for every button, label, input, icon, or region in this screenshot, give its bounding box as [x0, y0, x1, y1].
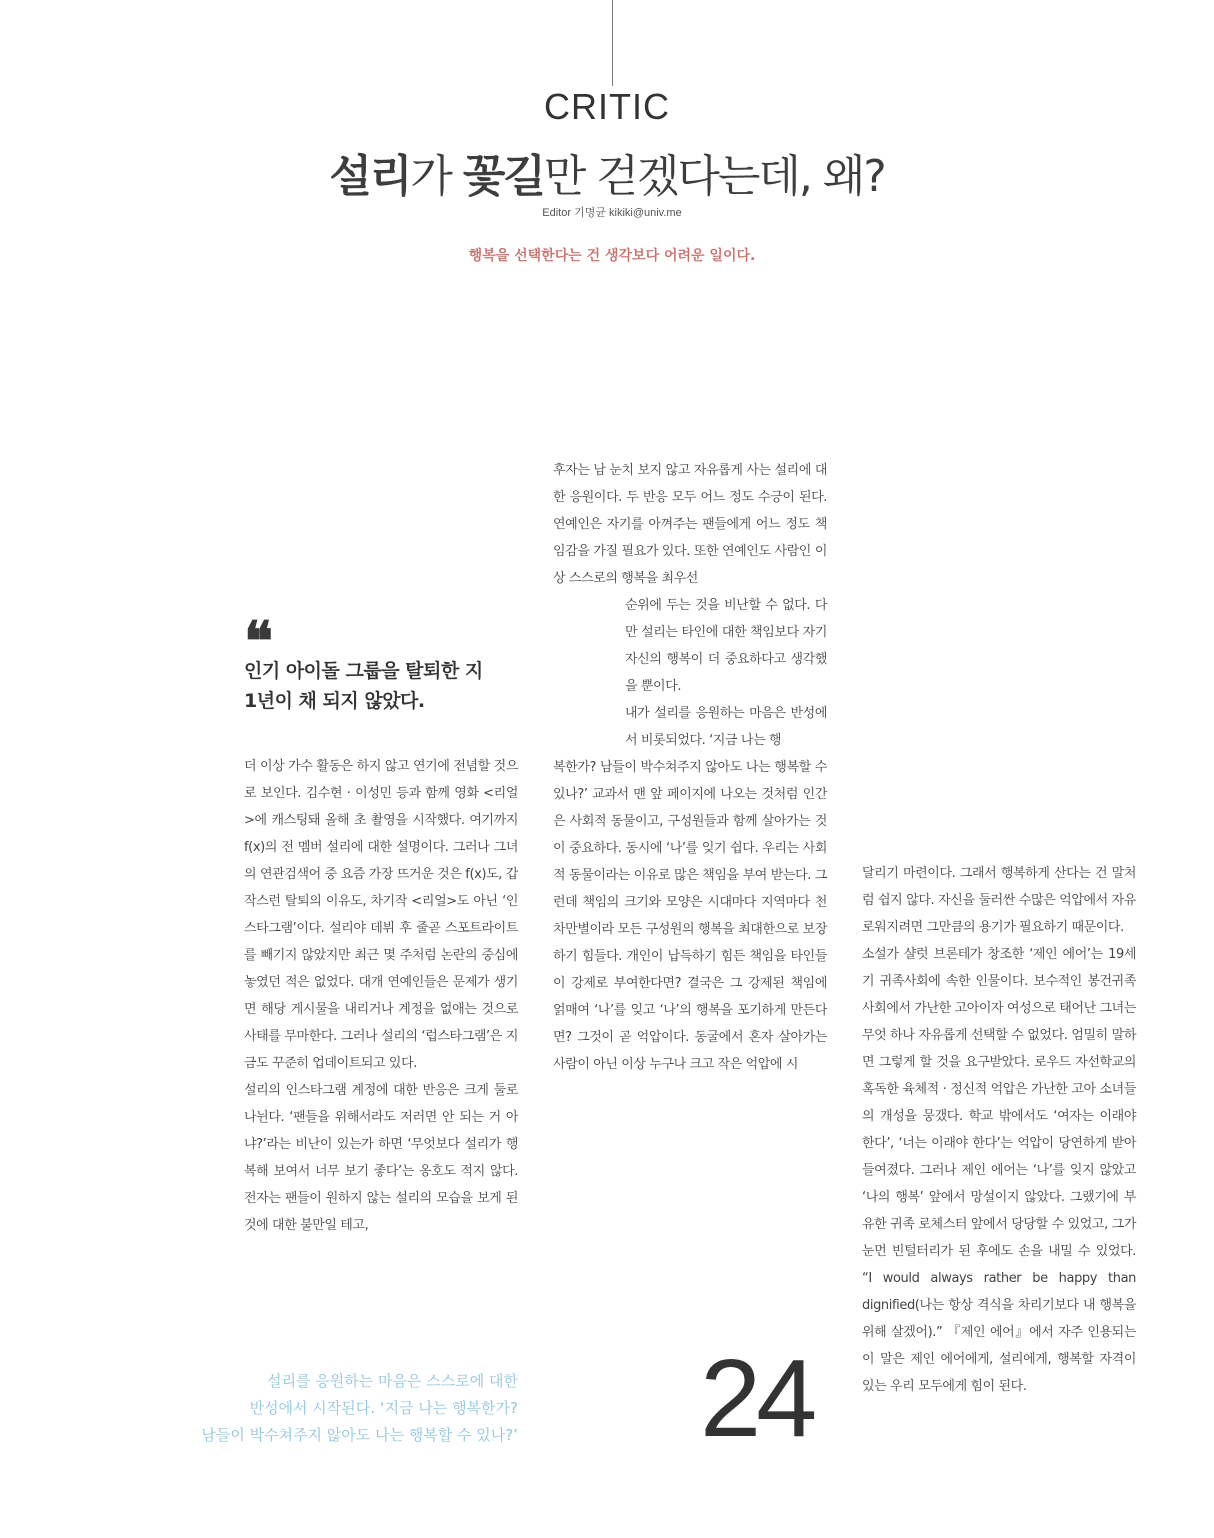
body-column-3	[862, 860, 1136, 1400]
pull-quote-line: 인기 아이돌 그룹을 탈퇴한 지	[244, 660, 483, 682]
pull-quote-line: 1년이 채 되지 않았다.	[244, 690, 425, 712]
title-rest: 만 걷겠다는데, 왜?	[543, 151, 885, 202]
body-column-2	[553, 457, 827, 1078]
section-label: CRITIC	[544, 86, 670, 127]
body-column-1	[244, 753, 518, 1239]
paragraph: 더 이상 가수 활동은 하지 않고 연기에 전념할 것으로 보인다. 김수현 · 이성민 등과 함께 영화 <리얼>에 캐스팅돼 올해 초 촬영을 시작했다. 여기까지 f(x)의 전 멤버 설리에 대한 설명이다. 그러나 그녀의 연관검색어 중 요즘 가장 뜨거운 것은 f(x)도, 갑작스런 탈퇴의 이유도, 차기작 <리얼>도 아닌 ‘인스타그램’이다. 설리야 데뷔 후 줄곧 스포트라이트를 빼기지 않았지만 최근 몇 주처럼 논란의 중심에 놓였던 적은 없었다. 대개 연예인들은 문제가 생기면 해당 게시물을 내리거나 계정을 없애는 것으로 사태를 무마한다. 그러나 설리의 ‘럽스타그램’은 지금도 꾸준히 업데이트되고 있다.	[244, 759, 518, 1071]
paragraph: 달리기 마련이다. 그래서 행복하게 산다는 건 말처럼 쉽지 않다. 자신을 둘러싼 수많은 억압에서 자유로워지려면 그만큼의 용기가 필요하기 때문이다.	[862, 866, 1136, 935]
highlight-quote-line: 남들이 박수쳐주지 않아도 나는 행복할 수 있나?’	[201, 1426, 518, 1444]
title-name: 설리	[329, 151, 411, 202]
pull-quote	[244, 656, 534, 716]
highlight-quote-line: 설리를 응원하는 마음은 스스로에 대한	[267, 1372, 518, 1390]
quote-mark-icon: ❝	[244, 609, 274, 673]
top-vertical-rule	[612, 0, 613, 86]
paragraph: 내가 설리를 응원하는 마음은 반성에서 비롯되었다. ‘지금 나는 행	[625, 706, 827, 748]
title-particle: 가	[410, 151, 463, 202]
paragraph: 설리의 인스타그램 계정에 대한 반응은 크게 둘로 나뉜다. ‘팬들을 위해서라도 저러면 안 되는 거 아냐?’라는 비난이 있는가 하면 ‘무엇보다 설리가 행복해 보여서 너무 보기 좋다’는 옹호도 적지 않다. 전자는 팬들이 원하지 않는 설리의 모습을 보게 된 것에 대한 불만일 테고,	[244, 1083, 518, 1233]
highlight-quote-line: 반성에서 시작된다. ‘지금 나는 행복한가?	[249, 1399, 518, 1417]
highlight-quote	[150, 1368, 518, 1449]
paragraph: 복한가? 남들이 박수쳐주지 않아도 나는 행복할 수 있나?’ 교과서 맨 앞 페이지에 나오는 것처럼 인간은 사회적 동물이고, 구성원들과 함께 살아가는 것이 중요하다. 동시에 ‘나’를 잊기 쉽다. 우리는 사회적 동물이라는 이유로 많은 책임을 부여 받는다. 그런데 책임의 크기와 모양은 시대마다 지역마다 천차만별이라 모든 구성원의 행복을 최대한으로 보장하기 힘들다. 개인이 납득하기 힘든 책임을 타인들이 강제로 부여한다면? 결국은 그 강제된 책임에 얽매여 ‘나’를 잊고 ‘나’의 행복을 포기하게 만든다면? 그것이 곧 억압이다. 동굴에서 혼자 살아가는 사람이 아닌 이상 누구나 크고 작은 억압에 시	[553, 760, 827, 1072]
title-keyword: 꽃길	[462, 151, 544, 202]
editor-credit: Editor 기명균 kikiki@univ.me	[542, 207, 682, 219]
paragraph: 후자는 남 눈치 보지 않고 자유롭게 사는 설리에 대한 응원이다. 두 반응 모두 어느 정도 수긍이 된다. 연예인은 자기를 아껴주는 팬들에게 어느 정도 책임감을 가질 필요가 있다. 또한 연예인도 사람인 이상 스스로의 행복을 최우선	[553, 463, 827, 586]
page-number: 24	[700, 1337, 813, 1460]
paragraph: 소설가 샬럿 브론테가 창조한 ‘제인 에어’는 19세기 귀족사회에 속한 인물이다. 보수적인 봉건귀족 사회에서 가난한 고아이자 여성으로 태어난 그녀는 무엇 하나 자유롭게 선택할 수 없었다. 엄밀히 말하면 그렇게 할 것을 요구받았다. 로우드 자선학교의 혹독한 육체적 · 정신적 억압은 가난한 고아 소녀들의 개성을 뭉갰다. 학교 밖에서도 ‘여자는 이래야 한다’, ‘너는 이래야 한다’는 억압이 당연하게 받아들여졌다. 그러나 제인 에어는 ‘나’를 잊지 않았고 ‘나의 행복’ 앞에서 망설이지 않았다. 그랬기에 부유한 귀족 로체스터 앞에서 당당할 수 있었고, 그가 눈먼 빈털터리가 된 후에도 손을 내밀 수 있었다. “I would always rather be happy than dignified(나는 항상 격식을 차리기보다 내 행복을 위해 살겠어).” 『제인 에어』에서 자주 인용되는 이 말은 제인 에어에게, 설리에게, 행복할 자격이 있는 우리 모두에게 힘이 된다.	[862, 947, 1136, 1394]
paragraph: 순위에 두는 것을 비난할 수 없다. 다만 설리는 타인에 대한 책임보다 자기 자신의 행복이 더 중요하다고 생각했을 뿐이다.	[625, 598, 827, 694]
lede: 행복을 선택한다는 건 생각보다 어려운 일이다.	[468, 248, 756, 264]
page-title	[0, 140, 1214, 204]
